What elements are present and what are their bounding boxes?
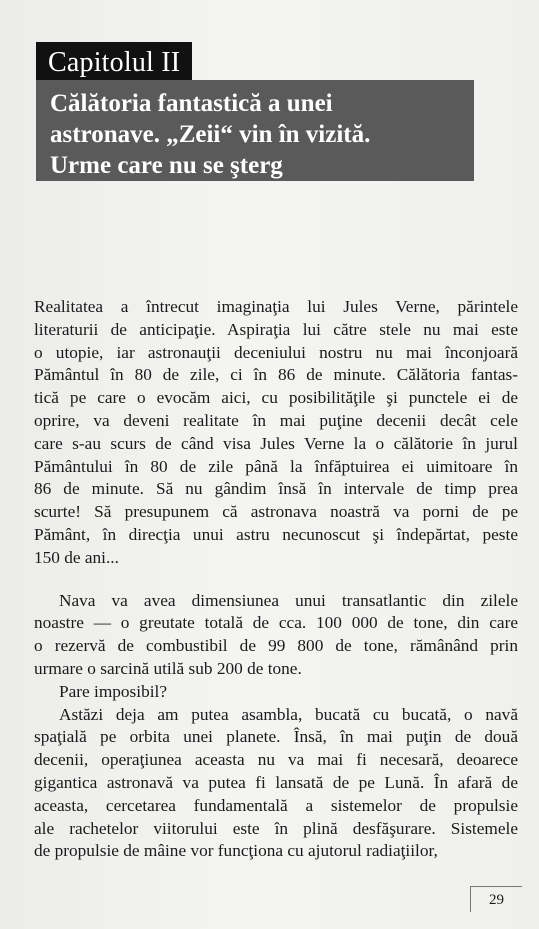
- text-line: tică pe care o evocăm aici, cu posibilităţile şi punctele ei de: [34, 388, 518, 408]
- paragraph: [34, 296, 518, 570]
- text-line: scurte! Să presupunem că astronava noastră va porni de pe: [34, 502, 518, 522]
- text-line: 150 de ani...: [34, 547, 119, 567]
- chapter-title-line: Călătoria fantastică a unei: [50, 90, 333, 117]
- text-line: Realitatea a întrecut imaginaţia lui Jules Verne, părintele: [34, 297, 518, 316]
- text-line: urmare o sarcină utilă sub 200 de tone.: [34, 658, 302, 678]
- chapter-label: Capitolul II: [36, 42, 192, 82]
- text-line: ale rachetelor viitorului este în plină desfăşurare. Sistemele: [34, 818, 518, 838]
- paragraph: [34, 681, 518, 704]
- page-number: 29: [470, 886, 522, 912]
- text-line: literaturii de anticipaţie. Aspiraţia lui către stele nu mai este: [34, 319, 518, 339]
- text-line: Nava va avea dimensiunea unui transatlantic din zilele: [59, 590, 518, 610]
- text-line: Astăzi deja am putea asambla, bucată cu bucată, o navă: [59, 704, 518, 724]
- text-line: Pământului în 80 de zile până la înfăptuirea ei uimitoare în: [34, 456, 518, 476]
- text-line: Pământ, în direcţia unui astru necunoscut şi îndepărtat, peste: [34, 524, 518, 544]
- text-line: Pare imposibil?: [59, 681, 167, 701]
- text-line: noastre — o greutate totală de cca. 100 000 de tone, din care: [34, 613, 518, 633]
- text-line: aceasta, cercetarea fundamentală a sistemelor de propulsie: [34, 795, 518, 815]
- body-text: [34, 296, 518, 863]
- text-line: gigantica astronavă va putea fi lansată de pe Lună. În afară de: [34, 772, 518, 792]
- text-line: de propulsie de mâine vor funcţiona cu ajutorul radiaţiilor,: [34, 841, 438, 861]
- text-line: oprire, va deveni realitate în mai puţine decenii decât cele: [34, 410, 518, 430]
- paragraph: [34, 704, 518, 864]
- paragraph-gap: [34, 570, 518, 590]
- text-line: o utopie, iar astronauţii deceniului nostru nu mai înconjoară: [34, 342, 518, 362]
- text-line: spaţială pe orbita unei planete. Însă, în mai puţin de două: [34, 727, 518, 747]
- text-line: o rezervă de combustibil de 99 800 de tone, rămânând prin: [34, 636, 518, 656]
- text-line: Pământul în 80 de zile, ci în 86 de minute. Călătoria fantas-: [34, 365, 518, 385]
- chapter-title-line: Urme care nu se şterg: [50, 152, 283, 179]
- text-line: care s-au scurs de când visa Jules Verne la o călătorie în jurul: [34, 433, 518, 453]
- chapter-title: [36, 80, 474, 181]
- chapter-title-line: astronave. „Zeii“ vin în vizită.: [50, 121, 371, 148]
- text-line: decenii, operaţiunea aceasta nu va mai fi necesară, deoarece: [34, 750, 518, 770]
- paragraph: [34, 590, 518, 681]
- text-line: 86 de minute. Să nu gândim însă în intervale de timp prea: [34, 479, 518, 499]
